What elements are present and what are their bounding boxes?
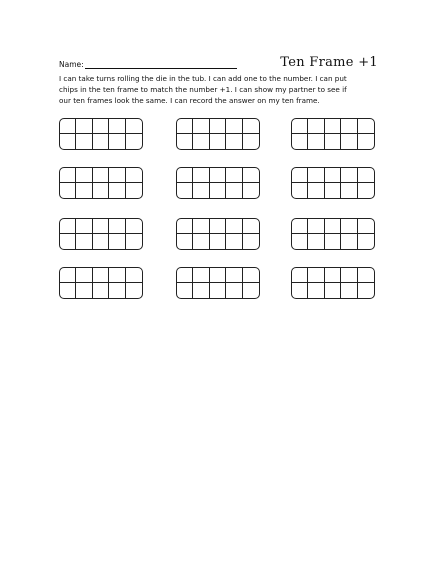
ten-frame-cell[interactable] [60,283,76,298]
ten-frame-cell[interactable] [292,268,308,283]
ten-frame-cell[interactable] [93,219,109,234]
ten-frame-cell[interactable] [193,219,209,234]
ten-frame-cell[interactable] [126,119,142,134]
ten-frame[interactable] [291,167,375,199]
name-label: Name: [59,60,84,69]
ten-frame-cell[interactable] [93,183,109,198]
ten-frame-cell[interactable] [308,119,324,134]
ten-frame-cell[interactable] [177,119,193,134]
ten-frame[interactable] [176,267,260,299]
ten-frame-cell[interactable] [76,268,92,283]
ten-frame-cell[interactable] [109,168,125,183]
ten-frame-cell[interactable] [358,219,374,234]
ten-frame-cell[interactable] [325,183,341,198]
ten-frame-cell[interactable] [341,183,357,198]
ten-frame-cell[interactable] [177,134,193,149]
ten-frame-cell[interactable] [177,283,193,298]
ten-frame-cell[interactable] [126,268,142,283]
ten-frame-cell[interactable] [226,283,242,298]
ten-frame-cell[interactable] [325,119,341,134]
ten-frame-cell[interactable] [325,234,341,249]
ten-frame-cell[interactable] [109,283,125,298]
ten-frame-cell[interactable] [210,134,226,149]
ten-frame[interactable] [59,267,143,299]
ten-frame-cell[interactable] [60,219,76,234]
ten-frame-cell[interactable] [93,134,109,149]
ten-frame-cell[interactable] [193,268,209,283]
ten-frame-cell[interactable] [341,219,357,234]
ten-frame-cell[interactable] [341,134,357,149]
ten-frame-cell[interactable] [308,234,324,249]
ten-frame[interactable] [176,118,260,150]
ten-frame-cell[interactable] [358,183,374,198]
ten-frame-cell[interactable] [126,283,142,298]
ten-frame-cell[interactable] [325,219,341,234]
ten-frame[interactable] [59,218,143,250]
ten-frame-cell[interactable] [177,268,193,283]
ten-frame[interactable] [291,218,375,250]
ten-frame-cell[interactable] [243,119,259,134]
ten-frame-cell[interactable] [126,183,142,198]
ten-frame-cell[interactable] [210,183,226,198]
ten-frame-cell[interactable] [341,168,357,183]
ten-frame-cell[interactable] [243,234,259,249]
ten-frame-cell[interactable] [93,283,109,298]
ten-frame-cell[interactable] [226,119,242,134]
ten-frame-cell[interactable] [358,168,374,183]
ten-frame-cell[interactable] [60,119,76,134]
ten-frame-cell[interactable] [341,283,357,298]
ten-frame-cell[interactable] [193,168,209,183]
ten-frame-cell[interactable] [308,168,324,183]
ten-frame[interactable] [176,218,260,250]
ten-frame-cell[interactable] [292,283,308,298]
ten-frame-cell[interactable] [126,234,142,249]
ten-frame-cell[interactable] [60,168,76,183]
ten-frame-cell[interactable] [210,119,226,134]
ten-frame-cell[interactable] [76,234,92,249]
ten-frame-cell[interactable] [177,183,193,198]
ten-frame-cell[interactable] [341,268,357,283]
ten-frame-cell[interactable] [358,283,374,298]
ten-frame-cell[interactable] [243,134,259,149]
ten-frame[interactable] [291,118,375,150]
ten-frame-cell[interactable] [325,168,341,183]
ten-frame-cell[interactable] [177,234,193,249]
ten-frame-cell[interactable] [226,168,242,183]
ten-frame-cell[interactable] [325,268,341,283]
ten-frame[interactable] [291,267,375,299]
ten-frame-cell[interactable] [292,234,308,249]
ten-frame-cell[interactable] [177,219,193,234]
ten-frame-cell[interactable] [193,119,209,134]
ten-frame-cell[interactable] [210,268,226,283]
ten-frame-cell[interactable] [109,183,125,198]
ten-frame-cell[interactable] [60,234,76,249]
ten-frame-cell[interactable] [243,168,259,183]
ten-frame-cell[interactable] [60,134,76,149]
ten-frame-cell[interactable] [308,183,324,198]
ten-frame-cell[interactable] [325,283,341,298]
ten-frame-cell[interactable] [76,134,92,149]
ten-frame-cell[interactable] [60,183,76,198]
ten-frame-cell[interactable] [109,219,125,234]
ten-frame-cell[interactable] [177,168,193,183]
ten-frame-cell[interactable] [292,219,308,234]
ten-frame-cell[interactable] [210,234,226,249]
ten-frame-cell[interactable] [226,219,242,234]
ten-frame-cell[interactable] [193,183,209,198]
ten-frame-cell[interactable] [358,119,374,134]
ten-frame-cell[interactable] [126,134,142,149]
ten-frame-cell[interactable] [60,268,76,283]
ten-frame-cell[interactable] [109,119,125,134]
ten-frame-cell[interactable] [292,183,308,198]
ten-frame-cell[interactable] [126,219,142,234]
ten-frame-cell[interactable] [226,134,242,149]
ten-frame[interactable] [59,167,143,199]
ten-frame-cell[interactable] [93,168,109,183]
ten-frame-cell[interactable] [292,119,308,134]
ten-frame-cell[interactable] [210,283,226,298]
ten-frame-cell[interactable] [76,119,92,134]
ten-frame-cell[interactable] [76,219,92,234]
ten-frame-cell[interactable] [292,168,308,183]
ten-frame-cell[interactable] [210,219,226,234]
ten-frame-cell[interactable] [292,134,308,149]
ten-frame-cell[interactable] [93,268,109,283]
ten-frame-cell[interactable] [109,234,125,249]
ten-frame-cell[interactable] [358,134,374,149]
ten-frame-cell[interactable] [341,119,357,134]
ten-frame-cell[interactable] [308,283,324,298]
ten-frame-cell[interactable] [193,234,209,249]
ten-frame-cell[interactable] [243,283,259,298]
ten-frame-cell[interactable] [308,268,324,283]
ten-frame-cell[interactable] [358,234,374,249]
ten-frame-cell[interactable] [308,134,324,149]
ten-frame-cell[interactable] [226,268,242,283]
ten-frame-cell[interactable] [243,183,259,198]
ten-frame-cell[interactable] [308,219,324,234]
ten-frame-cell[interactable] [126,168,142,183]
ten-frame-cell[interactable] [76,183,92,198]
ten-frame-cell[interactable] [210,168,226,183]
ten-frame-cell[interactable] [226,234,242,249]
ten-frame-cell[interactable] [243,219,259,234]
worksheet-title: Ten Frame +1 [280,55,378,70]
ten-frame-cell[interactable] [109,134,125,149]
ten-frame-cell[interactable] [76,283,92,298]
ten-frame-cell[interactable] [76,168,92,183]
ten-frame-cell[interactable] [93,234,109,249]
ten-frame-cell[interactable] [93,119,109,134]
instructions-text: I can take turns rolling the die in the tub. I can add one to the number. I can put chips in the ten frame to match the number +1. I can show my partner to see if our ten frames look the same. I can record the answer on my ten frame. [59,74,347,105]
ten-frame-cell[interactable] [341,234,357,249]
ten-frame[interactable] [59,118,143,150]
ten-frame-cell[interactable] [226,183,242,198]
ten-frame-cell[interactable] [325,134,341,149]
ten-frame[interactable] [176,167,260,199]
ten-frame-cell[interactable] [243,268,259,283]
ten-frame-cell[interactable] [193,134,209,149]
ten-frame-cell[interactable] [193,283,209,298]
ten-frame-cell[interactable] [109,268,125,283]
ten-frame-cell[interactable] [358,268,374,283]
